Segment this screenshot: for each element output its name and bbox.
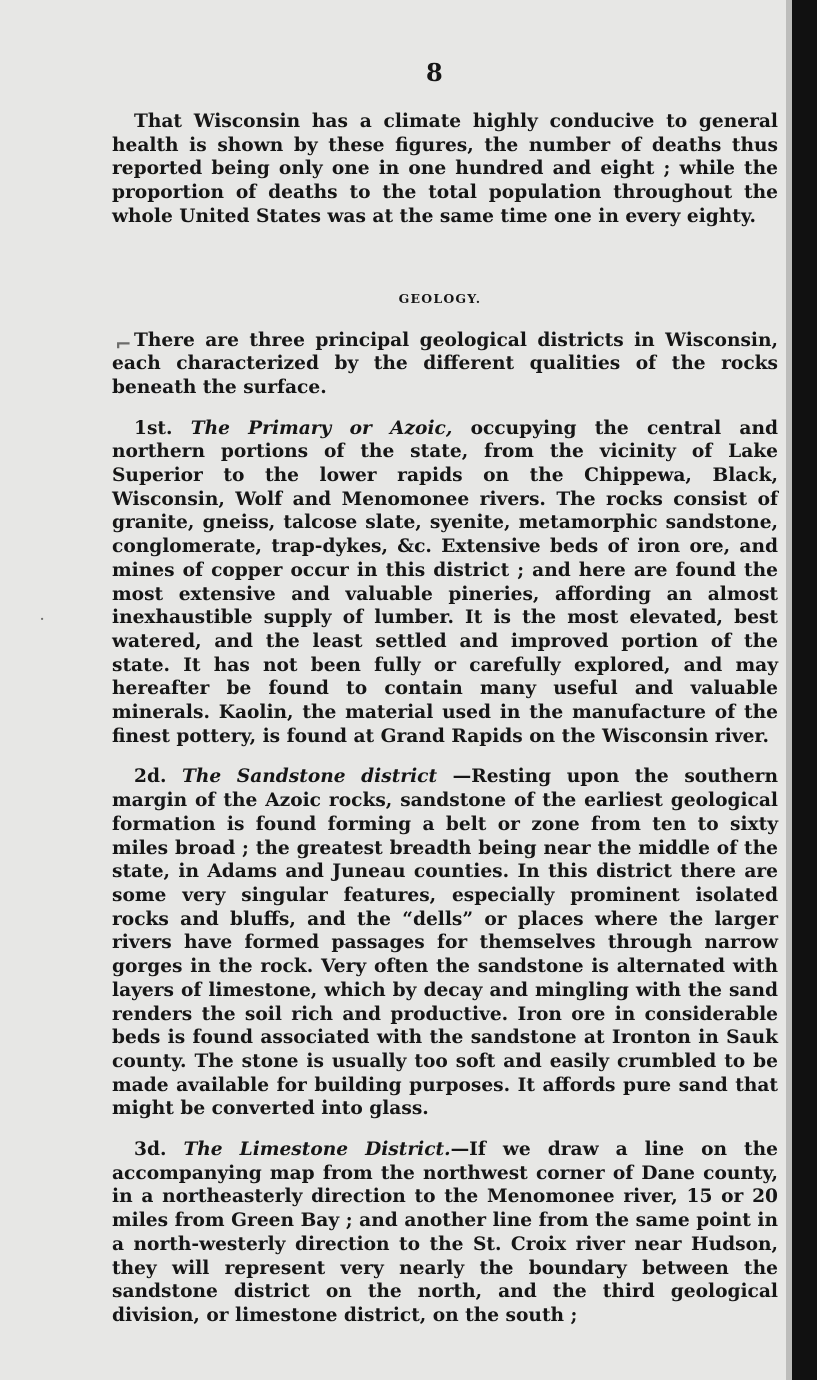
district-name: The Limestone District. bbox=[183, 1139, 451, 1161]
book-spine-shadow bbox=[792, 0, 817, 1380]
margin-dot: · bbox=[40, 612, 45, 626]
margin-mark: ⌐ bbox=[115, 332, 132, 356]
limestone-district-paragraph bbox=[112, 1138, 778, 1328]
district-text: —If we draw a line on the accompanying map from the northwest corner of Dane county, in a northeasterly direction to the Menomonee river, 15 or 20 miles from Green Bay ; and another line from the same point in a north-westerly direction to the St. Croix river near Hudson, they will represent very nearly the boundary between the sandstone district on the north, and the third geological division, or limestone district, on the south ; bbox=[112, 1139, 778, 1326]
district-ordinal: 1st. bbox=[134, 417, 173, 439]
district-ordinal: 3d. bbox=[134, 1139, 167, 1161]
district-ordinal: 2d. bbox=[134, 766, 167, 788]
district-name: The Sandstone district bbox=[182, 766, 438, 788]
district-text: —Resting upon the southern margin of the Azoic rocks, sandstone of the earliest geological formation is found forming a belt or zone from ten to sixty miles broad ; the greatest breadth being near the middle of the state, in Adams and Juneau counties. In this district there are some very singular features, especially prominent isolated rocks and bluffs, and the “dells” or places where the larger rivers have formed passages for themselves through narrow gorges in the rock. Very often the sandstone is alternated with layers of limestone, which by decay and mingling with the sand renders the soil rich and productive. Iron ore in considerable beds is found associated with the sandstone at Ironton in Sauk county. The stone is usually too soft and easily crumbled to be made available for building purposes. It affords pure sand that might be converted into glass. bbox=[112, 766, 778, 1120]
page-content bbox=[112, 110, 778, 1328]
section-heading-geology: GEOLOGY. bbox=[398, 290, 482, 306]
sandstone-district-paragraph bbox=[112, 765, 778, 1121]
district-text: occupying the central and northern portions of the state, from the vicinity of Lake Superior to the lower rapids on the Chippewa, Black, Wisconsin, Wolf and Menomonee rivers. The rocks consist of granite, gneiss, talcose slate, syenite, metamorphic sandstone, conglomerate, trap-dykes, &c. Extensive beds of iron ore, and mines of copper occur in this district ; and here are found the most extensive and valuable pineries, affording an almost inexhaustible supply of lumber. It is the most elevated, best watered, and the least settled and improved portion of the state. It has not been fully or carefully explored, and may hereafter be found to contain many useful and valuable minerals. Kaolin, the material used in the manufacture of the finest pottery, is found at Grand Rapids on the Wisconsin river. bbox=[112, 417, 778, 747]
geology-intro-paragraph: There are three principal geological districts in Wisconsin, each characterized by the different qualities of the rocks beneath the surface. bbox=[112, 329, 778, 398]
page-number: 8 bbox=[426, 58, 444, 87]
district-name: The Primary or Azoic, bbox=[190, 417, 453, 439]
primary-district-paragraph bbox=[112, 417, 778, 749]
climate-conclusion-paragraph: That Wisconsin has a climate highly conducive to general health is shown by these figures, the number of deaths thus reported being only one in one hundred and eight ; while the proportion of deaths to the total population throughout the whole United States was at the same time one in every eighty. bbox=[112, 111, 778, 227]
